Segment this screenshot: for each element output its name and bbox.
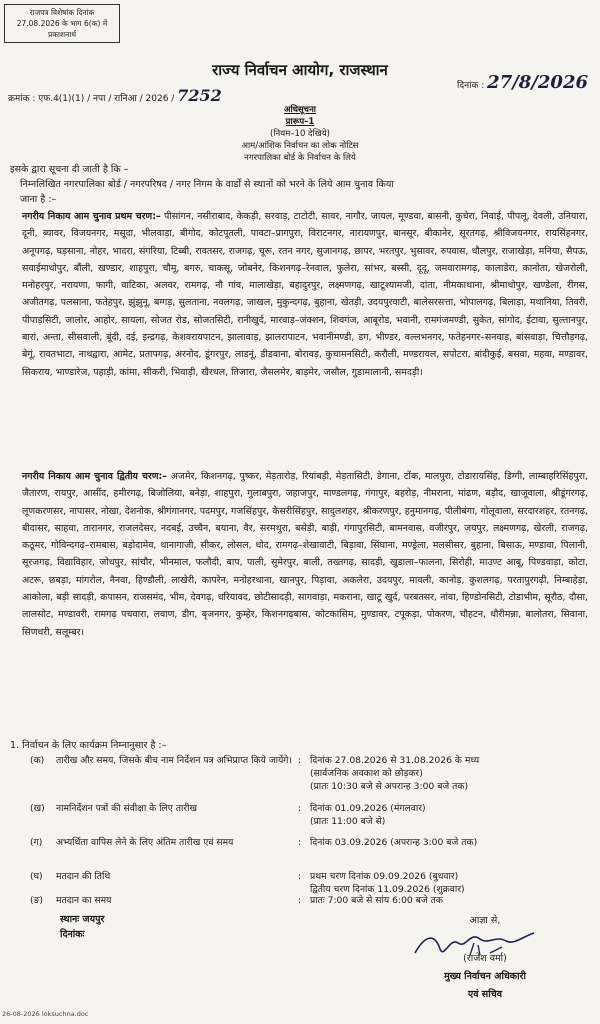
date-label-footer: दिनांकः	[60, 929, 85, 940]
notice-line-2: प्रारूप–1	[285, 117, 315, 127]
signatory-name: (राजेश वर्मा)	[463, 953, 507, 964]
phase-1-heading: नगरीय निकाय आम चुनाव प्रथम चरण:–	[22, 211, 161, 222]
program-label: मतदान का समय	[56, 895, 112, 906]
phase-2-bodies: अजमेर, किशनगढ़, पुष्कर, मेड़तारोड़, रियांबड़ी, मेड़तासिटी, डेगाना, टोंक, मालपुरा, टोडारायसिंह, डिग्गी, लाम्बाहरिसिंहपुरा, जैतारण, रायपुर, आसींद, हमीरगढ़, बिजोलिया, बनेड़ा, शाहपुरा, गुलाबपुरा, जहाजपुर, माण्डलगढ़, गंगापुर, बहरोड़, नीमराना, मांढण, बड़ौद, खाजूवाला, श्रीडूंगरगढ़, लूणकरणसर, नापासर, नोखा, देशनोक, श्रीगंगानगर, पदमपुर, गजसिंहपुर, केसरीसिंहपुर, सादुलशहर, श्रीकरणपुर, हनुमानगढ़, पीलीबंगा, गोलूवाला, सरदारशहर, रतनगढ़, बीदासर, साहवा, तारानगर, राजलदेसर, नदबई, उच्चैन, बयाना, वैर, सरमथुरा, बसेड़ी, बाड़ी, गंगापुरसिटी, बामनवास, वजीरपुर, जयपुर, लक्ष्मणगढ़, खेरली, राजगढ़, कठूमर, गोविन्दगढ़–रामबास, बड़ोदामेव, थानागाजी, सीकर, लोसल, धोद, रामगढ़–शेखावाटी, बिड़ावा, सिंघाना, मण्ड्रेला, मलसीसर, बुहाना, बिसाऊ, मण्डावा, पिलानी, सूरजगढ़, विद्याविहार, जोधपुर, सांचौर, भीनमाल, फलौदी, बाप, पाली, सुमेरपुर, बाली, तख्तगढ़, सादड़ी, खुडाला–फालना, सिरोही, माउण्ट आबू, पिण्डवाड़ा, कोटा, अटरू, छबड़ा, मांगरोल, नैनवा, हिण्डौली, लाखेरी, कापरेन, मनोहरथाना, खानपुर, पिड़ावा, अकलेरा, उदयपुर, मावली, कानोड़, कुशलगढ़, परतापुरगढ़ी, निम्बाहेड़ा, आकोला, बड़ी सादड़ी, कपासन, राजसमंद, भीम, देवगढ़, धरियावद, छोटीसादड़ी, सागवाड़ा, मकराना, खाटू खुर्द, परबतसर, नांवा, हिण्डोनसिटी, टोडाभीम, सूरौठ, दौसा, लालसोट, मण्डावरी, रामगढ़ पचवारा, लवाण, डीग, बृजनगर, कुम्हेर, किशनगढ़बास, कोटकासिम, मुण्डावर, टपूकड़ा, पोकरण, चौहटन, धौरीमन्ना, बालोतरा, सिवाना, सिणधरी, सलूम्बर।	[22, 471, 589, 638]
intro-line-3: जाना है :–	[20, 194, 57, 205]
program-value: प्रथम चरण दिनांक 09.09.2026 (बुधवार) द्वितीय चरण दिनांक 11.09.2026 (शुक्रवार)	[310, 871, 465, 895]
intro-line-2: निम्नलिखित नगरपालिका बोर्ड / नगरपरिषद / नगर निगम के वार्डों से स्थानों को भरने के लिये आम चुनाव किया	[20, 179, 394, 190]
notice-heading	[0, 104, 600, 164]
intro-line-1: इसके द्वारा सूचना दी जाती है कि –	[10, 164, 129, 175]
order-number: 7252	[177, 86, 222, 105]
order-prefix: क्रमांक : एफ.4(1)(1) / नपा / रानिआ / 2026 /	[8, 94, 175, 104]
program-value: दिनांक 01.09.2026 (मंगलवार) (प्रातः 11:00 बजे से)	[310, 803, 426, 827]
program-key: (घ)	[30, 871, 43, 882]
footer-place-date	[60, 912, 104, 942]
program-key: (क)	[30, 755, 45, 766]
program-value: दिनांक 27.08.2026 से 31.08.2026 के मध्य (सार्वजनिक अवकाश को छोड़कर) (प्रातः 10:30 बजे से अपरान्ह 3:00 बजे तक)	[310, 755, 480, 792]
signatory-title: मुख्य निर्वाचन अधिकारी	[444, 971, 526, 982]
date-label: दिनांक :	[457, 81, 485, 91]
stamp-line-2: 27.08.2026 के भाग 6(क) में	[16, 19, 108, 28]
program-row-scrutiny: (ख) नामनिर्देशन पत्रों की संवीक्षा के लिए तारीख : दिनांक 01.09.2026 (मंगलवार) (प्रातः 11:00 बजे से)	[30, 802, 590, 832]
program-title: 1. निर्वाचन के लिए कार्यक्रम निम्नानुसार है :–	[10, 740, 167, 751]
program-key: (ख)	[30, 803, 45, 814]
program-row-polling-date: (घ) मतदान की तिथि : प्रथम चरण दिनांक 09.09.2026 (बुधवार) द्वितीय चरण दिनांक 11.09.2026 (शुक्रवार)	[30, 870, 590, 900]
intro-text	[10, 162, 590, 207]
program-row-withdrawal: (ग) अभ्यर्थिता वापिस लेने के लिए अंतिम तारीख एवं समय : दिनांक 03.09.2026 (अपरान्ह 3:00 बजे तक)	[30, 836, 590, 866]
notice-line-3: (नियम–10 देखिये)	[270, 129, 330, 139]
file-note: 26-08-2026 loksuchna.doc	[2, 1010, 89, 1018]
stamp-line-3: प्रकाशनार्थ	[48, 30, 76, 39]
program-value: दिनांक 03.09.2026 (अपरान्ह 3:00 बजे तक)	[310, 837, 478, 848]
phase-1-paragraph	[22, 208, 588, 381]
program-row-nomination: (क) तारीख और समय, जिसके बीच नाम निर्देशन पत्र अभिप्राप्त किये जायेंगे। : दिनांक 27.08.2026 से 31.08.2026 के मध्य (सार्वजनिक अवकाश को छोड़कर) (प्रातः 10:30 बजे से अपरान्ह 3:00 बजे तक)	[30, 754, 590, 798]
gazette-stamp	[4, 4, 120, 43]
program-row-polling-time: (ङ) मतदान का समय : प्रातः 7:00 बजे से सांय 6:00 बजे तक	[30, 894, 590, 910]
date-line	[457, 72, 588, 93]
place-label: स्थानः जयपुर	[60, 914, 105, 925]
program-key: (ग)	[30, 837, 43, 848]
phase-2-heading: नगरीय निकाय आम चुनाव द्वितीय चरण:–	[22, 471, 167, 482]
stamp-line-1: राजपत्र विशेषांक दिनांक	[29, 8, 95, 17]
phase-1-bodies: पीसांगन, नसीराबाद, केकड़ी, सरवाड़, टाटोटी, सावर, नागौर, जायल, मूण्डवा, बासनी, कुचेरा, निवाई, पीपलू, देवली, उनियारा, दूनी, ब्यावर, विजयनगर, मसूदा, भीलवाड़ा, बीगोद, कोटपूतली, पावटा–प्रागपुरा, विराटनगर, नारायणपुर, बानसूर, बीकानेर, सूरतगढ़, श्रीविजयनगर, रायसिंहनगर, अनूपगढ़, घड़साना, नोहर, भादरा, संगरिया, टिब्बी, रावतसर, राजगढ़, चूरू, रतन नगर, सुजानगढ़, छापर, भरतपुर, भुसावर, रुपवास, धौलपुर, राजाखेड़ा, मनिया, सैपऊ, सवाईमाधोपुर, बौंली, खण्डार, शाहपुरा, चौमू, बगरु, चाकसू, जोबनेर, किशनगढ़–रेनवाल, फुलेरा, सांभर, बस्सी, दूदू, जमवारामगढ़, कालाडेरा, कानोता, खेजरोली, मनोहरपुर, नरायणा, फागी, वाटिका, अलवर, रामगढ़, नौ गांव, मालाखेड़ा, बहादुरपुर, लक्ष्मणगढ़, खाटूश्यामजी, दांता, नीमकाथाना, श्रीमाधोपुर, खण्डेला, रींगस, अजीतगढ़, पलसाना, फतेहपुर, झुंझुनू, बग्गड़, सुलताना, नवलगढ़, जाखल, मुकुन्दगढ़, बुहाना, खेतड़ी, उदयपुरवाटी, बालेसरसत्ता, भोपालगढ़, बिलाड़ा, मथानिया, तिवरी, पीपाड़सिटी, जालोर, आहोर, सायला, सोजत रोड, सोजतसिटी, रानीखुर्द, मारवाड़–जंक्शन, शिवगंज, आबूरोड, भवानी, रामगंजमण्डी, सुकेत, सांगोद, ईटावा, सुल्तानपुर, बारां, अन्ता, सीसवाली, बूंदी, दई, इन्द्रगढ़, केशवरायपाटन, झालावाड़, झालरापाटन, भवानीमण्डी, डग, भीण्डर, वल्लभनगर, फतेहनगर–सनवाड़, बांसवाड़ा, चित्तौड़गढ़, बेगूं, रावतभाटा, नाथद्वारा, आमेट, प्रतापगढ़, अरनोद, डूंगरपुर, लाडनूं, डीडवाना, बोरावड़, कुचामनसिटी, करौली, मण्डरायल, सपोटरा, बांदीकुई, बसवा, महवा, मण्डावर, सिकराय, भाण्डारेज, पहाड़ी, कांमा, सीकरी, भिवाड़ी, खैरथल, तिजारा, जैसलमेर, बाड़मेर, जसौल, गुडामालानी, समदड़ी।	[22, 211, 589, 378]
date-handwritten: 27/8/2026	[487, 72, 588, 93]
phase-2-paragraph	[22, 468, 588, 641]
program-label: तारीख और समय, जिसके बीच नाम निर्देशन पत्र अभिप्राप्त किये जायेंगे।	[56, 755, 292, 766]
handwritten-signature	[410, 925, 540, 965]
program-label: मतदान की तिथि	[56, 871, 111, 882]
order-number-line	[8, 86, 222, 105]
program-value: प्रातः 7:00 बजे से सांय 6:00 बजे तक	[310, 895, 443, 906]
program-key: (ङ)	[30, 895, 44, 906]
order-by: आज्ञा से,	[469, 915, 501, 926]
notice-line-4: आम/आंशिक निर्वाचन का लोक नोटिस	[241, 141, 359, 151]
signatory-title-2: एवं सचिव	[467, 989, 503, 1000]
program-label: अभ्यर्थिता वापिस लेने के लिए अंतिम तारीख एवं समय	[56, 837, 234, 848]
commission-title: राज्य निर्वाचन आयोग, राजस्थान	[212, 61, 388, 79]
program-label: नामनिर्देशन पत्रों की संवीक्षा के लिए तारीख	[56, 803, 197, 814]
notice-line-1: अधिसूचना	[284, 105, 316, 115]
notice-line-5: नगरपालिका बोर्ड के निर्वाचन के लिये	[244, 153, 356, 163]
